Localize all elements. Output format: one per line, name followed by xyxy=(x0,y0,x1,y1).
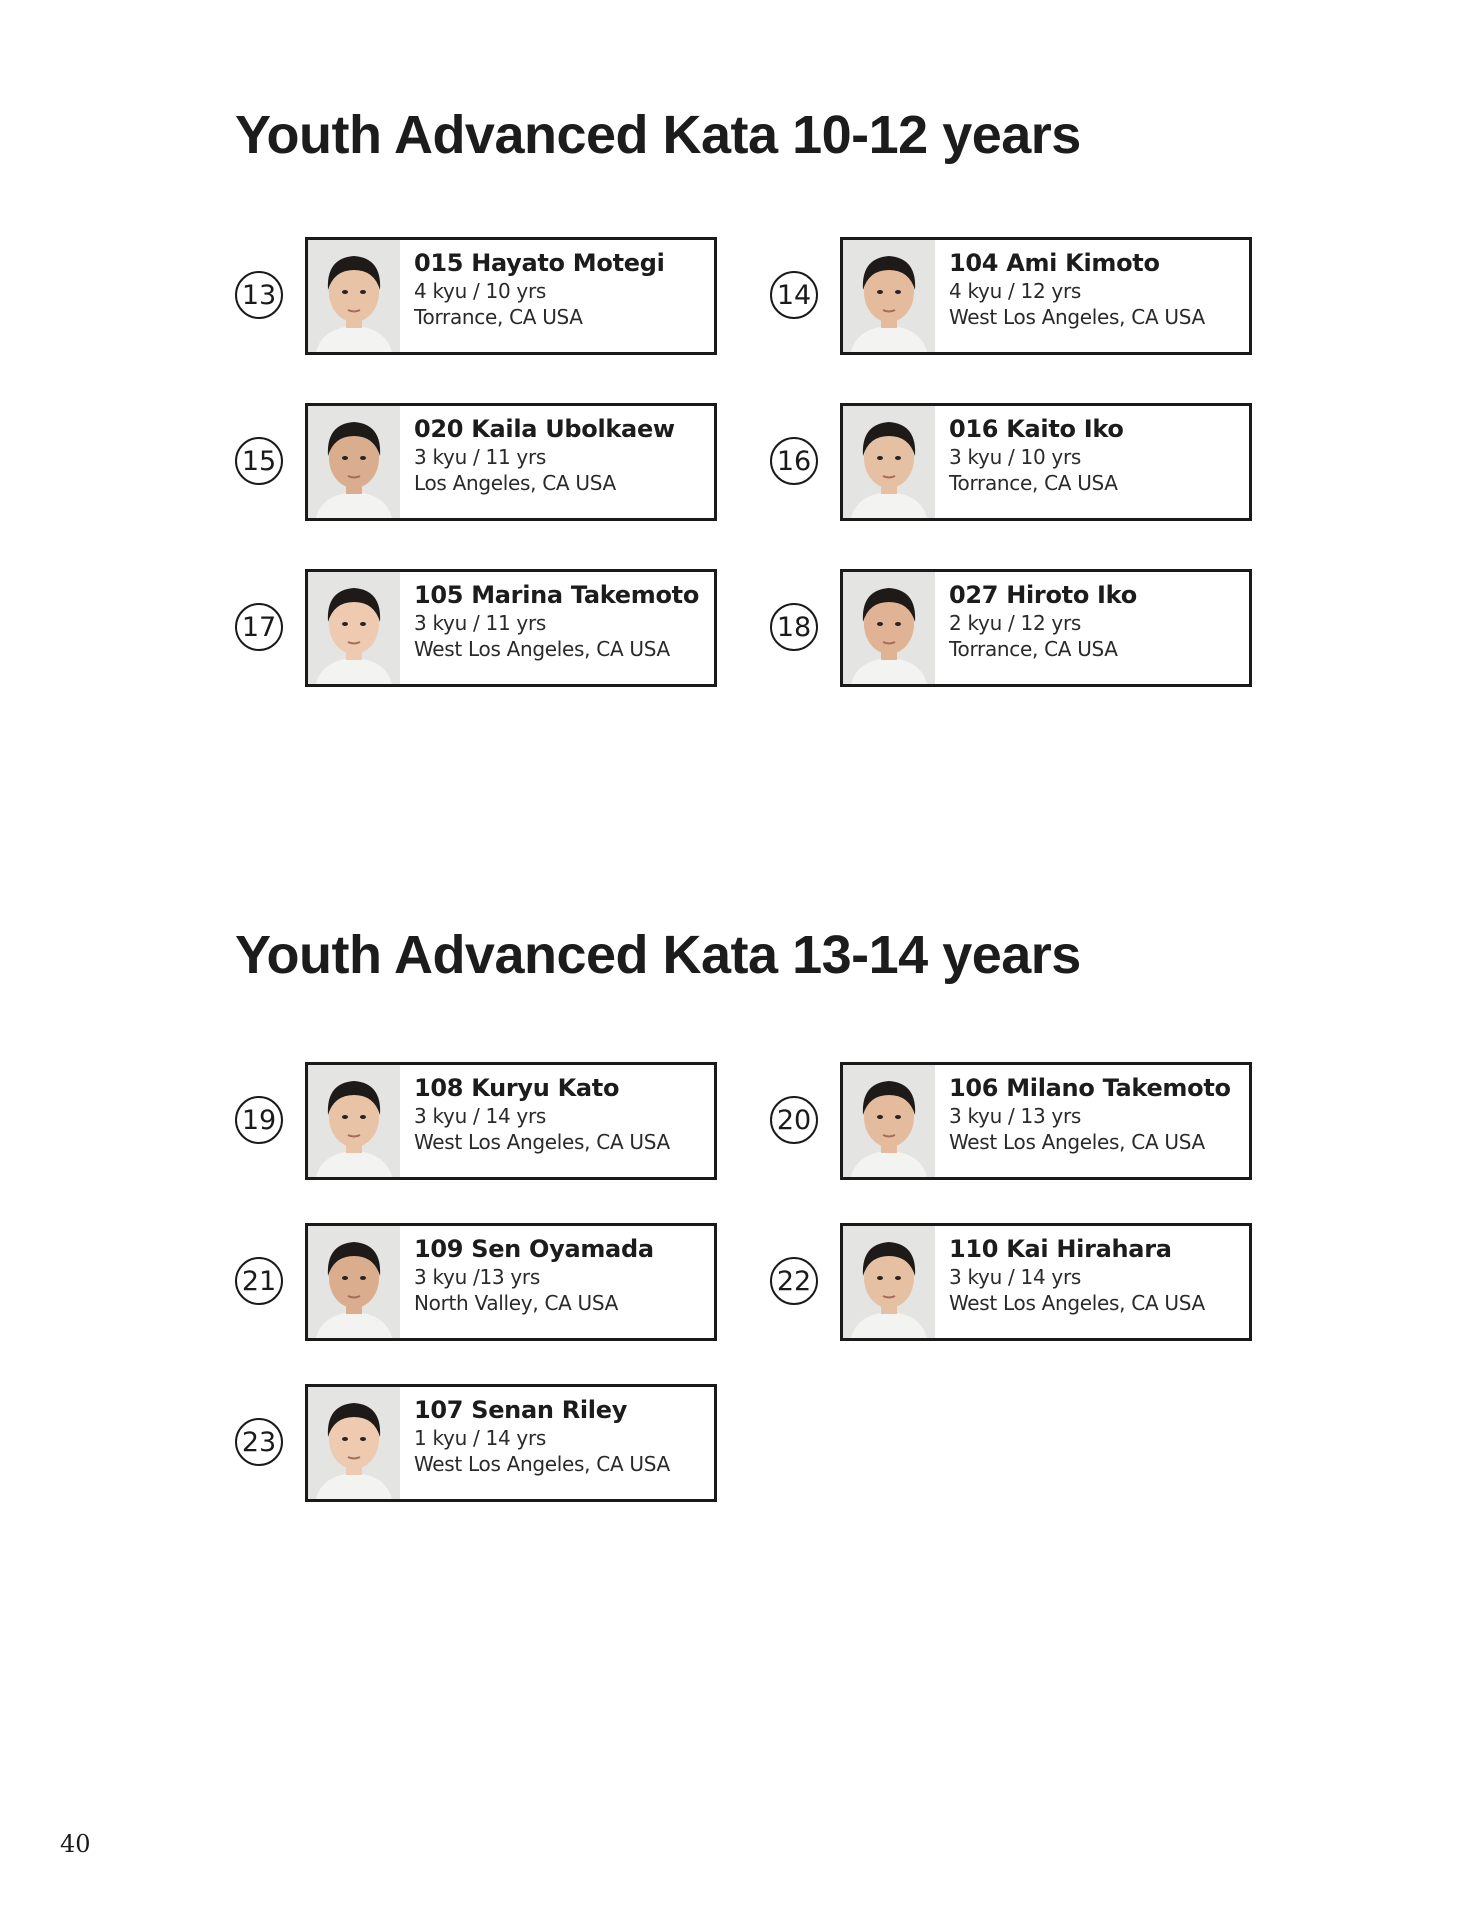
competitor-entry xyxy=(235,403,745,521)
competitor-name-line xyxy=(414,249,665,278)
seed-number-circle xyxy=(770,437,818,485)
seed-number: 13 xyxy=(241,279,277,311)
competitor-card xyxy=(305,1223,717,1341)
competitor-card xyxy=(305,237,717,355)
competitor-rank-age: 4 kyu / 12 yrs xyxy=(949,278,1082,303)
competitor-name-line xyxy=(414,1235,654,1264)
seed-number: 22 xyxy=(776,1265,812,1297)
competitor-card xyxy=(840,403,1252,521)
portrait-image xyxy=(308,572,400,684)
portrait-image xyxy=(843,1065,935,1177)
portrait-image xyxy=(308,1226,400,1338)
section-title: Youth Advanced Kata 13-14 years xyxy=(235,925,1081,985)
competitor-rank-age: 3 kyu /13 yrs xyxy=(414,1264,540,1289)
competitor-info xyxy=(400,1226,654,1338)
competitor-number: 107 xyxy=(414,1396,464,1424)
seed-number-circle xyxy=(770,271,818,319)
section-title: Youth Advanced Kata 10-12 years xyxy=(235,105,1081,165)
competitor-info xyxy=(400,572,699,684)
competitor-card xyxy=(305,403,717,521)
competitor-rank-age: 2 kyu / 12 yrs xyxy=(949,610,1082,635)
competitor-card xyxy=(305,569,717,687)
competitor-info xyxy=(935,572,1137,684)
competitor-entry xyxy=(235,569,745,687)
competitor-info xyxy=(400,406,675,518)
competitor-number: 108 xyxy=(414,1074,464,1102)
portrait-image xyxy=(843,572,935,684)
competitor-rank-age: 3 kyu / 10 yrs xyxy=(949,444,1082,469)
competitor-entry xyxy=(235,1384,745,1502)
competitor-name: Milano Takemoto xyxy=(1006,1074,1231,1102)
competitor-name: Kuryu Kato xyxy=(471,1074,620,1102)
seed-number: 19 xyxy=(241,1104,277,1136)
competitor-rank-age: 1 kyu / 14 yrs xyxy=(414,1425,547,1450)
competitor-name: Kaito Iko xyxy=(1006,415,1124,443)
seed-number: 16 xyxy=(776,445,812,477)
competitor-number: 020 xyxy=(414,415,464,443)
competitor-card xyxy=(840,1062,1252,1180)
competitor-name: Senan Riley xyxy=(471,1396,628,1424)
competitor-photo xyxy=(843,1226,935,1338)
competitor-name-line xyxy=(949,1074,1231,1103)
competitor-entry xyxy=(770,569,1280,687)
competitor-number: 109 xyxy=(414,1235,464,1263)
competitor-info xyxy=(400,1065,670,1177)
competitor-photo xyxy=(843,1065,935,1177)
portrait-image xyxy=(308,1387,400,1499)
competitor-info xyxy=(400,1387,670,1499)
competitor-rank-age: 3 kyu / 11 yrs xyxy=(414,610,547,635)
competitor-photo xyxy=(308,572,400,684)
competitor-card xyxy=(840,237,1252,355)
competitor-name: Sen Oyamada xyxy=(471,1235,654,1263)
competitor-number: 016 xyxy=(949,415,999,443)
seed-number-circle xyxy=(235,1096,283,1144)
competitor-location: West Los Angeles, CA USA xyxy=(949,1129,1205,1154)
competitor-card xyxy=(305,1062,717,1180)
competitor-info xyxy=(935,240,1205,352)
competitor-number: 015 xyxy=(414,249,464,277)
competitor-rank-age: 4 kyu / 10 yrs xyxy=(414,278,547,303)
competitor-location: Torrance, CA USA xyxy=(949,636,1118,661)
competitor-entry xyxy=(770,1062,1280,1180)
competitor-info xyxy=(400,240,665,352)
competitor-location: Torrance, CA USA xyxy=(949,470,1118,495)
competitor-name-line xyxy=(414,415,675,444)
competitor-photo xyxy=(308,1065,400,1177)
competitor-entry xyxy=(235,237,745,355)
portrait-image xyxy=(308,1065,400,1177)
competitor-card xyxy=(840,1223,1252,1341)
page-number: 40 xyxy=(60,1830,91,1858)
competitor-location: West Los Angeles, CA USA xyxy=(414,1451,670,1476)
competitor-entry xyxy=(770,237,1280,355)
competitor-rank-age: 3 kyu / 11 yrs xyxy=(414,444,547,469)
seed-number-circle xyxy=(235,1257,283,1305)
competitor-card xyxy=(840,569,1252,687)
seed-number: 20 xyxy=(776,1104,812,1136)
portrait-image xyxy=(308,240,400,352)
seed-number: 17 xyxy=(241,611,277,643)
competitor-rank-age: 3 kyu / 14 yrs xyxy=(949,1264,1082,1289)
seed-number-circle xyxy=(235,271,283,319)
competitor-info xyxy=(935,1065,1231,1177)
competitor-name-line xyxy=(414,1074,670,1103)
competitor-location: North Valley, CA USA xyxy=(414,1290,619,1315)
seed-number-circle xyxy=(235,1418,283,1466)
competitor-name: Hayato Motegi xyxy=(471,249,665,277)
seed-number-circle xyxy=(770,1257,818,1305)
competitor-name: Hiroto Iko xyxy=(1006,581,1137,609)
seed-number-circle xyxy=(770,603,818,651)
competitor-number: 106 xyxy=(949,1074,999,1102)
competitor-info xyxy=(935,1226,1205,1338)
competitor-photo xyxy=(843,406,935,518)
seed-number: 21 xyxy=(241,1265,277,1297)
portrait-image xyxy=(843,406,935,518)
competitor-photo xyxy=(308,1387,400,1499)
competitor-info xyxy=(935,406,1124,518)
competitor-location: Los Angeles, CA USA xyxy=(414,470,616,495)
seed-number-circle xyxy=(235,603,283,651)
competitor-name-line xyxy=(949,581,1137,610)
competitor-name: Marina Takemoto xyxy=(471,581,700,609)
seed-number: 23 xyxy=(241,1426,277,1458)
competitor-name-line xyxy=(414,581,699,610)
competitor-location: West Los Angeles, CA USA xyxy=(414,636,670,661)
seed-number-circle xyxy=(235,437,283,485)
competitor-rank-age: 3 kyu / 14 yrs xyxy=(414,1103,547,1128)
competitor-entry xyxy=(235,1062,745,1180)
competitor-name: Ami Kimoto xyxy=(1006,249,1160,277)
seed-number: 18 xyxy=(776,611,812,643)
competitor-entry xyxy=(770,403,1280,521)
seed-number: 15 xyxy=(241,445,277,477)
competitor-photo xyxy=(843,572,935,684)
seed-number: 14 xyxy=(776,279,812,311)
competitor-location: Torrance, CA USA xyxy=(414,304,583,329)
competitor-card xyxy=(305,1384,717,1502)
competitor-entry xyxy=(770,1223,1280,1341)
seed-number-circle xyxy=(770,1096,818,1144)
portrait-image xyxy=(843,1226,935,1338)
competitor-number: 110 xyxy=(949,1235,999,1263)
competitor-location: West Los Angeles, CA USA xyxy=(949,304,1205,329)
competitor-location: West Los Angeles, CA USA xyxy=(949,1290,1205,1315)
competitor-photo xyxy=(308,1226,400,1338)
competitor-location: West Los Angeles, CA USA xyxy=(414,1129,670,1154)
competitor-name-line xyxy=(949,415,1124,444)
competitor-photo xyxy=(843,240,935,352)
competitor-rank-age: 3 kyu / 13 yrs xyxy=(949,1103,1082,1128)
competitor-photo xyxy=(308,240,400,352)
competitor-name: Kai Hirahara xyxy=(1006,1235,1172,1263)
portrait-image xyxy=(843,240,935,352)
competitor-entry xyxy=(235,1223,745,1341)
competitor-name: Kaila Ubolkaew xyxy=(471,415,675,443)
competitor-number: 027 xyxy=(949,581,999,609)
portrait-image xyxy=(308,406,400,518)
competitor-name-line xyxy=(414,1396,670,1425)
competitor-name-line xyxy=(949,1235,1205,1264)
competitor-number: 105 xyxy=(414,581,464,609)
competitor-name-line xyxy=(949,249,1205,278)
competitor-photo xyxy=(308,406,400,518)
competitor-number: 104 xyxy=(949,249,999,277)
